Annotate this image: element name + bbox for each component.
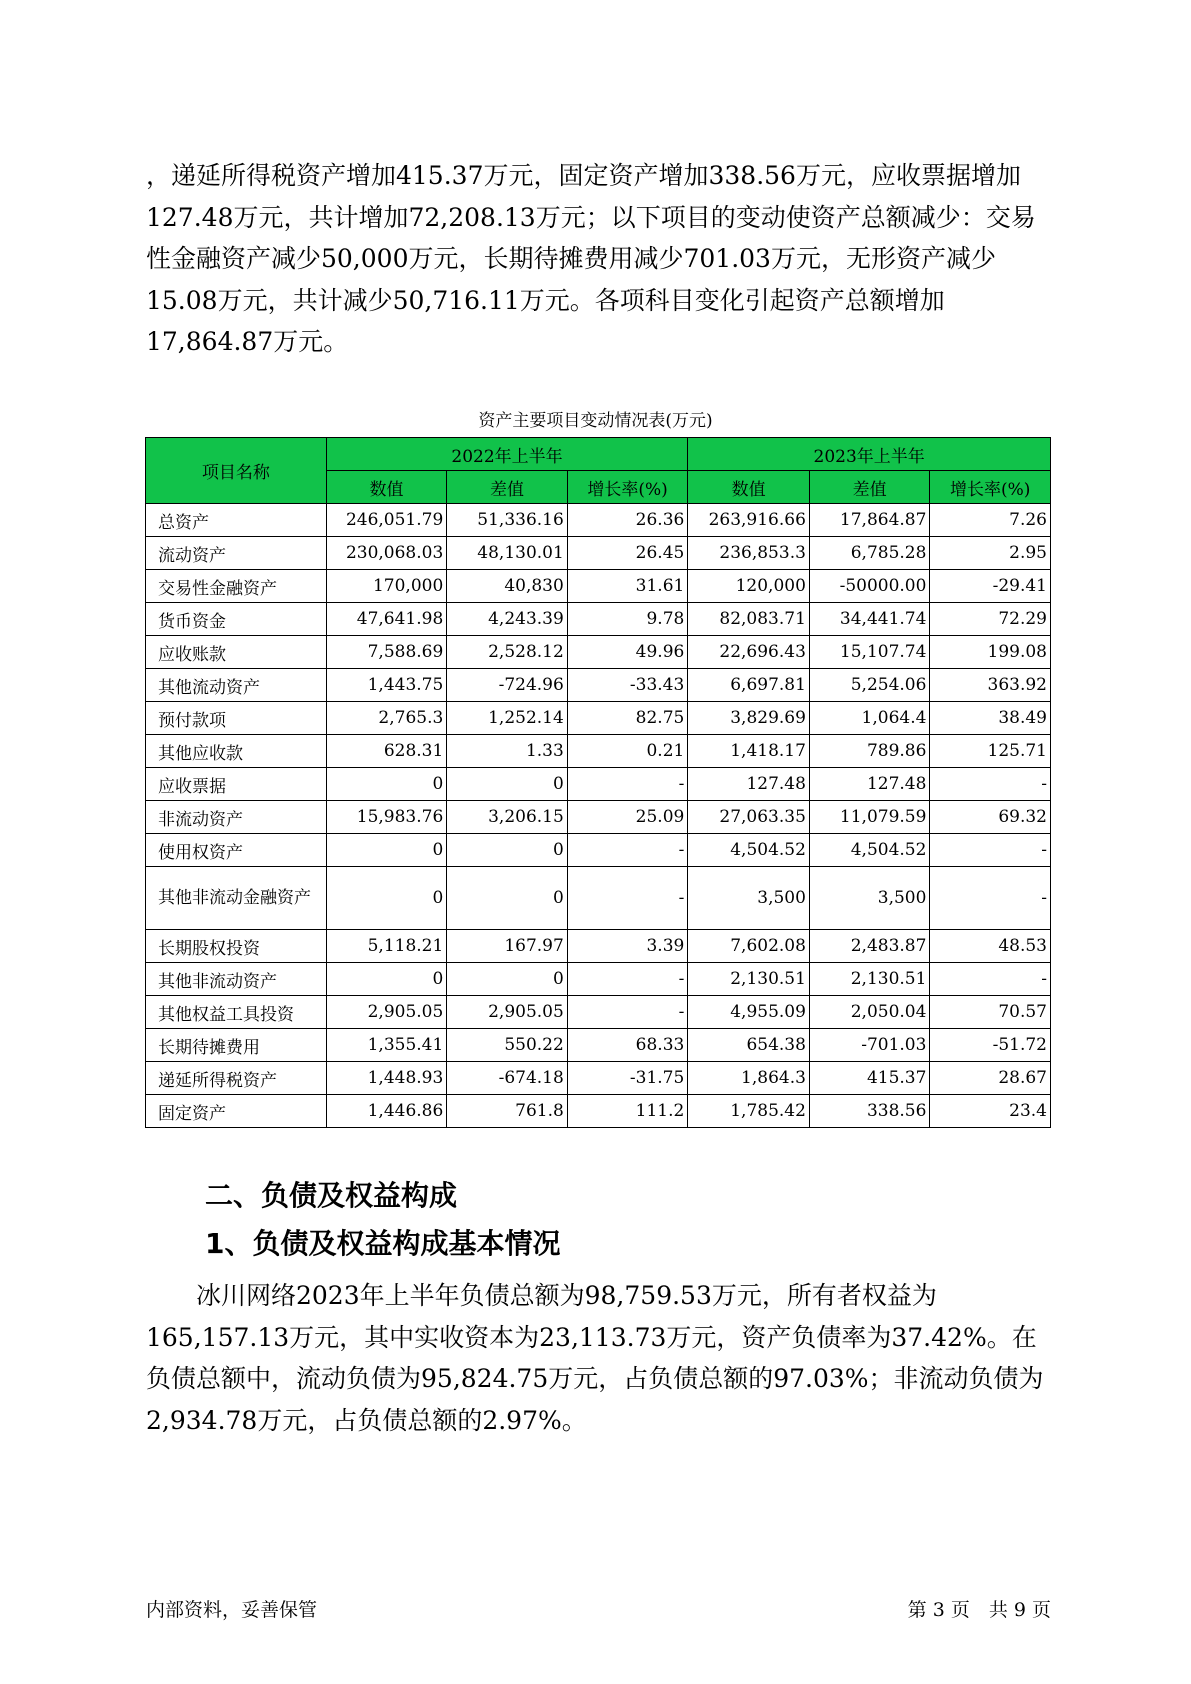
table-cell-value: -674.18 — [447, 1062, 568, 1095]
table-cell-value: -701.03 — [809, 1029, 930, 1062]
table-cell-value: - — [930, 867, 1051, 930]
table-cell-value: 5,118.21 — [326, 930, 447, 963]
table-cell-value: -724.96 — [447, 669, 568, 702]
footer-confidential-note: 内部资料，妥善保管 — [146, 1599, 318, 1621]
table-cell-value: 2,130.51 — [688, 963, 810, 996]
table-cell-value: 761.8 — [447, 1095, 568, 1128]
table-row — [146, 801, 1051, 834]
table-cell-value: 48,130.01 — [447, 537, 568, 570]
table-cell-value: 628.31 — [326, 735, 447, 768]
table-cell-value: 2,765.3 — [326, 702, 447, 735]
table-cell-value: - — [567, 768, 688, 801]
table-cell-value: 550.22 — [447, 1029, 568, 1062]
table-cell-value: 1,418.17 — [688, 735, 810, 768]
table-cell-item-name: 交易性金融资产 — [146, 570, 327, 603]
table-cell-value: 1,064.4 — [809, 702, 930, 735]
table-cell-value: 338.56 — [809, 1095, 930, 1128]
header-growth-2023: 增长率(%) — [930, 471, 1051, 504]
table-cell-value: 7.26 — [930, 504, 1051, 537]
table-cell-value: 9.78 — [567, 603, 688, 636]
liabilities-text: 冰川网络2023年上半年负债总额为98,759.53万元，所有者权益为165,157.13万元，其中实收资本为23,113.73万元，资产负债率为37.42%。在负债总额中，流动负债为95,824.75万元，占负债总额的97.03%；非流动负债为2,934.78万元，占负债总额的2.97%。 — [146, 1281, 1044, 1435]
table-row — [146, 702, 1051, 735]
table-row — [146, 1029, 1051, 1062]
subsection-heading: 1、负债及权益构成基本情况 — [205, 1227, 561, 1260]
table-cell-value: 28.67 — [930, 1062, 1051, 1095]
table-cell-value: 4,504.52 — [809, 834, 930, 867]
table-cell-item-name: 其他非流动金融资产 — [146, 867, 327, 930]
table-cell-value: 70.57 — [930, 996, 1051, 1029]
header-group-2022: 2022年上半年 — [326, 438, 688, 471]
table-cell-value: 2,905.05 — [326, 996, 447, 1029]
table-cell-value: 363.92 — [930, 669, 1051, 702]
table-cell-value: 6,697.81 — [688, 669, 810, 702]
table-cell-value: 2.95 — [930, 537, 1051, 570]
table-cell-value: 125.71 — [930, 735, 1051, 768]
table-cell-value: 0 — [326, 963, 447, 996]
table-row — [146, 768, 1051, 801]
table-cell-value: -33.43 — [567, 669, 688, 702]
table-cell-value: 31.61 — [567, 570, 688, 603]
table-cell-item-name: 其他权益工具投资 — [146, 996, 327, 1029]
table-cell-item-name: 其他流动资产 — [146, 669, 327, 702]
asset-table-body — [146, 504, 1051, 1128]
footer-page-number: 第 3 页 共 9 页 — [907, 1599, 1051, 1621]
body-paragraph-assets: ，递延所得税资产增加415.37万元，固定资产增加338.56万元，应收票据增加127.48万元，共计增加72,208.13万元；以下项目的变动使资产总额减少：交易性金融资产减少50,000万元，长期待摊费用减少701.03万元，无形资产减少15.08万元，共计减少50,716.11万元。各项科目变化引起资产总额增加17,864.87万元。 — [146, 161, 1036, 356]
table-cell-item-name: 其他非流动资产 — [146, 963, 327, 996]
header-diff-2022: 差值 — [447, 471, 568, 504]
table-row — [146, 930, 1051, 963]
table-cell-value: 82.75 — [567, 702, 688, 735]
table-cell-value: 1,355.41 — [326, 1029, 447, 1062]
table-cell-value: 72.29 — [930, 603, 1051, 636]
table-cell-value: - — [930, 768, 1051, 801]
table-cell-value: 69.32 — [930, 801, 1051, 834]
table-cell-value: 2,130.51 — [809, 963, 930, 996]
table-cell-value: 1.33 — [447, 735, 568, 768]
table-cell-value: 51,336.16 — [447, 504, 568, 537]
table-cell-value: 25.09 — [567, 801, 688, 834]
table-cell-item-name: 应收票据 — [146, 768, 327, 801]
table-cell-value: 170,000 — [326, 570, 447, 603]
table-cell-value: 236,853.3 — [688, 537, 810, 570]
table-cell-value: 34,441.74 — [809, 603, 930, 636]
table-cell-value: 4,243.39 — [447, 603, 568, 636]
table-row — [146, 1095, 1051, 1128]
table-cell-value: 11,079.59 — [809, 801, 930, 834]
table-cell-item-name: 非流动资产 — [146, 801, 327, 834]
table-cell-item-name: 递延所得税资产 — [146, 1062, 327, 1095]
table-cell-value: - — [930, 834, 1051, 867]
table-cell-value: 1,864.3 — [688, 1062, 810, 1095]
table-cell-value: 7,588.69 — [326, 636, 447, 669]
body-paragraph-liabilities — [146, 1275, 1051, 1441]
table-cell-value: -51.72 — [930, 1029, 1051, 1062]
table-cell-value: 199.08 — [930, 636, 1051, 669]
table-row — [146, 537, 1051, 570]
table-cell-value: 3,829.69 — [688, 702, 810, 735]
header-item-name: 项目名称 — [146, 438, 327, 504]
table-cell-value: - — [930, 963, 1051, 996]
header-diff-2023: 差值 — [809, 471, 930, 504]
table-row — [146, 963, 1051, 996]
table-row — [146, 669, 1051, 702]
table-row — [146, 735, 1051, 768]
table-cell-value: 654.38 — [688, 1029, 810, 1062]
table-cell-item-name: 流动资产 — [146, 537, 327, 570]
table-cell-value: 47,641.98 — [326, 603, 447, 636]
table-cell-value: 789.86 — [809, 735, 930, 768]
table-cell-value: 48.53 — [930, 930, 1051, 963]
table-cell-value: 0 — [447, 963, 568, 996]
table-cell-value: 2,528.12 — [447, 636, 568, 669]
table-row — [146, 996, 1051, 1029]
table-cell-value: 120,000 — [688, 570, 810, 603]
table-cell-item-name: 货币资金 — [146, 603, 327, 636]
table-cell-value: 230,068.03 — [326, 537, 447, 570]
table-cell-value: 26.36 — [567, 504, 688, 537]
table-cell-value: 0 — [447, 768, 568, 801]
table-cell-value: 17,864.87 — [809, 504, 930, 537]
header-value-2023: 数值 — [688, 471, 810, 504]
table-cell-value: 415.37 — [809, 1062, 930, 1095]
table-cell-value: 4,955.09 — [688, 996, 810, 1029]
table-cell-value: 22,696.43 — [688, 636, 810, 669]
table-cell-value: 246,051.79 — [326, 504, 447, 537]
table-cell-value: 3,206.15 — [447, 801, 568, 834]
table-cell-value: 5,254.06 — [809, 669, 930, 702]
table-cell-value: 26.45 — [567, 537, 688, 570]
header-growth-2022: 增长率(%) — [567, 471, 688, 504]
table-cell-value: 7,602.08 — [688, 930, 810, 963]
table-row — [146, 636, 1051, 669]
table-row — [146, 867, 1051, 930]
table-cell-value: 15,983.76 — [326, 801, 447, 834]
table-cell-value: 1,443.75 — [326, 669, 447, 702]
table-cell-value: 4,504.52 — [688, 834, 810, 867]
table-cell-item-name: 长期股权投资 — [146, 930, 327, 963]
table-cell-value: 2,050.04 — [809, 996, 930, 1029]
table-cell-value: 3,500 — [809, 867, 930, 930]
table-cell-item-name: 使用权资产 — [146, 834, 327, 867]
table-cell-value: -31.75 — [567, 1062, 688, 1095]
table-cell-value: 0.21 — [567, 735, 688, 768]
table-cell-value: 49.96 — [567, 636, 688, 669]
table-cell-value: 3.39 — [567, 930, 688, 963]
table-cell-item-name: 其他应收款 — [146, 735, 327, 768]
table-cell-item-name: 应收账款 — [146, 636, 327, 669]
table-cell-value: 0 — [326, 867, 447, 930]
table-cell-value: 82,083.71 — [688, 603, 810, 636]
table-cell-item-name: 预付款项 — [146, 702, 327, 735]
table-cell-value: 0 — [447, 867, 568, 930]
table-cell-value: - — [567, 963, 688, 996]
table-cell-value: 6,785.28 — [809, 537, 930, 570]
table-cell-value: 68.33 — [567, 1029, 688, 1062]
table-cell-item-name: 总资产 — [146, 504, 327, 537]
table-cell-value: 27,063.35 — [688, 801, 810, 834]
table-cell-value: - — [567, 867, 688, 930]
table-cell-value: 0 — [326, 834, 447, 867]
table-cell-value: -29.41 — [930, 570, 1051, 603]
table-row — [146, 834, 1051, 867]
asset-change-table — [145, 437, 1051, 1128]
table-cell-value: 15,107.74 — [809, 636, 930, 669]
table-cell-value: 23.4 — [930, 1095, 1051, 1128]
table-cell-value: 263,916.66 — [688, 504, 810, 537]
table-cell-value: 3,500 — [688, 867, 810, 930]
table-row — [146, 1062, 1051, 1095]
table-row — [146, 504, 1051, 537]
header-group-2023: 2023年上半年 — [688, 438, 1051, 471]
table-cell-item-name: 长期待摊费用 — [146, 1029, 327, 1062]
table-cell-value: 1,252.14 — [447, 702, 568, 735]
table-cell-value: 38.49 — [930, 702, 1051, 735]
table-cell-value: -50000.00 — [809, 570, 930, 603]
table-cell-value: 40,830 — [447, 570, 568, 603]
table-cell-value: 127.48 — [688, 768, 810, 801]
table-row — [146, 603, 1051, 636]
table-cell-value: - — [567, 996, 688, 1029]
header-value-2022: 数值 — [326, 471, 447, 504]
table-cell-value: 1,446.86 — [326, 1095, 447, 1128]
table-caption: 资产主要项目变动情况表(万元) — [478, 411, 713, 431]
table-cell-value: - — [567, 834, 688, 867]
table-cell-value: 1,785.42 — [688, 1095, 810, 1128]
table-cell-value: 127.48 — [809, 768, 930, 801]
table-cell-value: 111.2 — [567, 1095, 688, 1128]
table-cell-value: 0 — [326, 768, 447, 801]
table-cell-value: 2,905.05 — [447, 996, 568, 1029]
table-cell-item-name: 固定资产 — [146, 1095, 327, 1128]
table-cell-value: 167.97 — [447, 930, 568, 963]
table-row — [146, 570, 1051, 603]
section-heading: 二、负债及权益构成 — [205, 1179, 458, 1212]
table-cell-value: 0 — [447, 834, 568, 867]
table-cell-value: 1,448.93 — [326, 1062, 447, 1095]
table-cell-value: 2,483.87 — [809, 930, 930, 963]
